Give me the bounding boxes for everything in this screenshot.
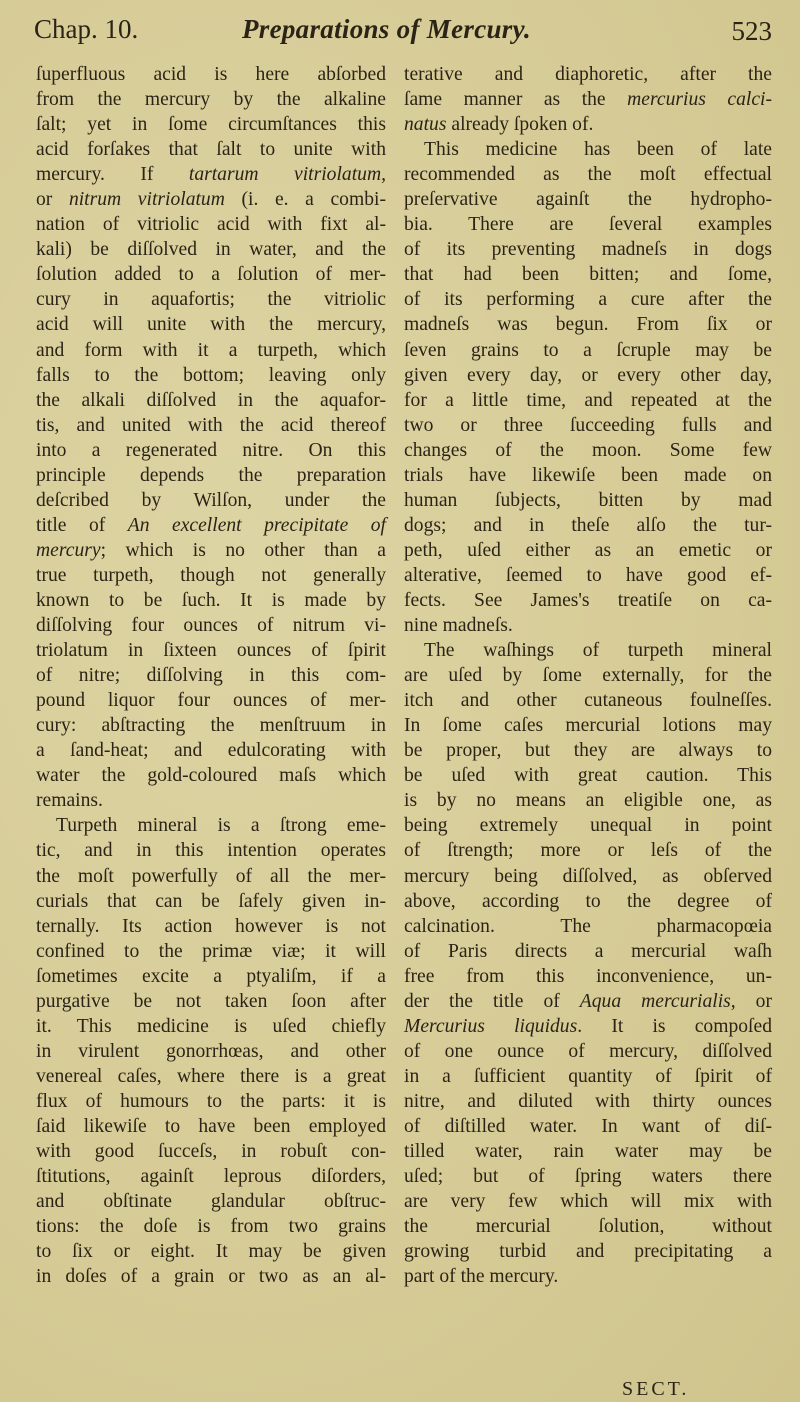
page-number: 523 (731, 16, 772, 46)
text-line (404, 939, 772, 964)
text-line (36, 889, 386, 914)
text-line (404, 688, 772, 713)
text-line (36, 864, 386, 889)
text-segment: already ſpoken of. (446, 114, 594, 136)
text-line (404, 1014, 772, 1039)
text-segment: preſervative againſt the hydropho- (404, 189, 772, 211)
text-segment: cury: abſtracting the menſtruum in (36, 715, 386, 737)
text-line (404, 287, 772, 312)
text-line (404, 1214, 772, 1239)
text-segment: ſalt; yet in ſome circumſtances this (36, 114, 386, 136)
text-segment: in virulent gonorrhœas, and other (36, 1040, 386, 1062)
text-line (36, 538, 386, 563)
text-line (36, 813, 386, 838)
text-line (404, 137, 772, 162)
text-line (36, 513, 386, 538)
text-line (404, 312, 772, 337)
text-line (36, 989, 386, 1014)
text-segment: kali) be diſſolved in water, and the (36, 239, 386, 261)
text-segment: ſeven grains to a ſcruple may be (404, 339, 772, 361)
text-segment: ſtitutions, againſt leprous diſorders, (36, 1166, 386, 1188)
text-segment: the alkali diſſolved in the aquafor- (36, 389, 386, 411)
text-segment: , or (730, 990, 772, 1012)
text-line (404, 1164, 772, 1189)
text-segment: that had been bitten; and ſome, (404, 264, 772, 286)
text-segment: in a ſufficient quantity of ſpirit of (404, 1065, 772, 1087)
text-segment: of Paris directs a mercurial waſh (404, 940, 772, 962)
text-segment: alterative, ſeemed to have good ef- (404, 564, 772, 586)
text-segment: uſed; but of ſpring waters there (404, 1166, 772, 1188)
text-line (36, 1089, 386, 1114)
text-segment: growing turbid and precipitating a (404, 1241, 772, 1263)
text-line (36, 688, 386, 713)
text-segment: principle depends the preparation (36, 464, 386, 486)
text-segment: confined to the primæ viæ; it will (36, 940, 386, 962)
text-segment: of its preventing madneſs in dogs (404, 239, 772, 261)
text-line (404, 112, 772, 137)
text-segment: being extremely unequal in point (404, 815, 772, 837)
text-line (404, 613, 772, 638)
text-line (404, 338, 772, 363)
text-segment: be proper, but they are always to (404, 740, 772, 762)
text-segment: of ſtrength; more or leſs of the (404, 840, 772, 862)
text-line (404, 538, 772, 563)
text-line (404, 563, 772, 588)
italic-text: natus (404, 114, 447, 136)
text-segment: bia. There are ſeveral examples (404, 214, 772, 236)
text-line (36, 363, 386, 388)
text-line (404, 262, 772, 287)
text-segment: Turpeth mineral is a ſtrong eme- (56, 815, 386, 837)
text-segment: peth, uſed either as an emetic or (404, 539, 772, 561)
text-line (404, 463, 772, 488)
text-line (404, 1189, 772, 1214)
text-segment: are uſed by ſome externally, for the (404, 665, 772, 687)
text-segment: nine madneſs. (404, 615, 513, 637)
text-line (404, 363, 772, 388)
text-segment: flux of humours to the parts: it is (36, 1090, 386, 1112)
text-segment: recommended as the moſt effectual (404, 164, 772, 186)
text-line (36, 212, 386, 237)
text-line (404, 438, 772, 463)
text-segment: of one ounce of mercury, diſſolved (404, 1040, 772, 1062)
text-segment: (i. e. a combi- (224, 189, 386, 211)
text-line (36, 1189, 386, 1214)
text-line (404, 212, 772, 237)
text-line (36, 438, 386, 463)
text-line (36, 788, 386, 813)
text-line (36, 162, 386, 187)
text-segment: nitre, and diluted with thirty ounces (404, 1090, 772, 1112)
text-segment: changes of the moon. Some few (404, 439, 772, 461)
text-segment: venereal caſes, where there is a great (36, 1065, 386, 1087)
text-line (36, 62, 386, 87)
text-segment: known to be ſuch. It is made by (36, 589, 386, 611)
text-line (36, 1164, 386, 1189)
text-segment: title of (36, 514, 128, 536)
text-line (404, 989, 772, 1014)
text-line (404, 388, 772, 413)
text-segment: be uſed with great caution. This (404, 765, 772, 787)
text-line (404, 638, 772, 663)
text-segment: in doſes of a grain or two as an al- (36, 1266, 386, 1288)
text-line (36, 1139, 386, 1164)
text-line (404, 62, 772, 87)
text-segment: ſuperfluous acid is here abſorbed (36, 64, 386, 85)
text-segment: given every day, or every other day, (404, 364, 772, 386)
text-line (404, 914, 772, 939)
text-line (404, 713, 772, 738)
text-line (36, 563, 386, 588)
text-segment: dogs; and in theſe alſo the tur- (404, 514, 772, 536)
text-segment: der the title of (404, 990, 580, 1012)
text-segment: acid will unite with the mercury, (36, 314, 386, 336)
text-line (36, 1239, 386, 1264)
text-line (36, 763, 386, 788)
text-line (36, 87, 386, 112)
text-line (36, 1214, 386, 1239)
text-line (404, 663, 772, 688)
text-line (36, 713, 386, 738)
text-segment: tic, and in this intention operates (36, 840, 386, 862)
text-line (36, 638, 386, 663)
text-line (36, 588, 386, 613)
text-line (36, 338, 386, 363)
text-line (404, 788, 772, 813)
text-segment: cury in aquafortis; the vitriolic (36, 289, 386, 311)
text-segment: mercury. If (36, 164, 189, 186)
text-line (404, 237, 772, 262)
text-segment: pound liquor four ounces of mer- (36, 690, 386, 712)
chapter-label: Chap. 10. (34, 14, 139, 44)
text-segment: fects. See James's treatiſe on ca- (404, 589, 772, 611)
text-segment: madneſs was begun. From ſix or (404, 314, 772, 336)
text-segment: nation of vitriolic acid with fixt al- (36, 214, 386, 236)
right-column (404, 62, 772, 1289)
running-title: Preparations of Mercury. (242, 14, 531, 44)
text-segment: ſolution added to a ſolution of mer- (36, 264, 386, 286)
text-line (36, 112, 386, 137)
text-line (36, 914, 386, 939)
text-segment: is by no means an eligible one, as (404, 790, 772, 812)
text-line (404, 1239, 772, 1264)
text-line (36, 1064, 386, 1089)
text-line (404, 1064, 772, 1089)
text-segment: tilled water, rain water may be (404, 1141, 772, 1163)
text-segment: diſſolving four ounces of nitrum vi- (36, 615, 386, 637)
text-segment: above, according to the degree of (404, 890, 772, 912)
text-segment: curials that can be ſafely given in- (36, 890, 386, 912)
text-segment: of its performing a cure after the (404, 289, 772, 311)
text-line (36, 463, 386, 488)
text-line (404, 1039, 772, 1064)
text-segment: trials have likewiſe been made on (404, 464, 772, 486)
text-segment: are very few which will mix with (404, 1191, 772, 1213)
text-line (36, 137, 386, 162)
italic-text: Aqua mercurialis (579, 990, 731, 1012)
text-line (36, 413, 386, 438)
italic-text: Mercurius liquidus (404, 1015, 578, 1037)
text-segment: acid forſakes that ſalt to unite with (36, 139, 386, 161)
text-line (36, 738, 386, 763)
text-segment: to ſix or eight. It may be given (36, 1241, 386, 1263)
text-segment: tis, and united with the acid thereof (36, 414, 386, 436)
text-segment: triolatum in ſixteen ounces of ſpirit (36, 640, 386, 662)
text-line (36, 312, 386, 337)
text-segment: human ſubjects, bitten by mad (404, 489, 772, 511)
text-line (404, 1139, 772, 1164)
text-line (36, 838, 386, 863)
text-line (404, 588, 772, 613)
running-header (34, 8, 774, 52)
text-segment: for a little time, and repeated at the (404, 389, 772, 411)
text-segment: from the mercury by the alkaline (36, 89, 386, 111)
text-segment: two or three ſucceeding fulls and (404, 414, 772, 436)
text-segment: part of the mercury. (404, 1266, 559, 1288)
italic-text: nitrum vitriolatum (68, 189, 225, 211)
text-line (36, 939, 386, 964)
italic-text: tartarum vitriolatum, (188, 164, 386, 186)
text-line (404, 162, 772, 187)
text-segment: purgative be not taken ſoon after (36, 990, 386, 1012)
text-segment: ſame manner as the (404, 89, 628, 111)
italic-text: An excellent precipitate of (127, 514, 386, 536)
text-segment: and form with it a turpeth, which (36, 339, 386, 361)
text-line (404, 488, 772, 513)
text-segment: calcination. The pharmacopœia (404, 915, 772, 937)
text-segment: remains. (36, 790, 103, 812)
text-line (404, 87, 772, 112)
text-segment: deſcribed by Wilſon, under the (36, 489, 386, 511)
text-segment: falls to the bottom; leaving only (36, 364, 386, 386)
text-segment: of diſtilled water. In want of diſ- (404, 1115, 772, 1137)
text-line (36, 1264, 386, 1289)
text-segment: terative and diaphoretic, after the (404, 64, 772, 85)
text-segment: ſaid likewiſe to have been employed (36, 1115, 386, 1137)
text-line (404, 413, 772, 438)
text-segment: with good ſucceſs, in robuſt con- (36, 1141, 386, 1163)
text-segment: mercury being diſſolved, as obſerved (404, 865, 772, 887)
text-line (36, 488, 386, 513)
text-line (404, 1089, 772, 1114)
text-line (36, 287, 386, 312)
text-line (404, 1114, 772, 1139)
text-line (36, 1114, 386, 1139)
left-column (36, 62, 386, 1289)
catchword: SECT. (622, 1378, 690, 1400)
text-segment: The waſhings of turpeth mineral (424, 640, 772, 662)
text-segment: of nitre; diſſolving in this com- (36, 665, 386, 687)
text-segment: a ſand-heat; and edulcorating with (36, 740, 386, 762)
text-line (36, 613, 386, 638)
text-segment: tions: the doſe is from two grains (36, 1216, 386, 1238)
text-segment: and obſtinate glandular obſtruc- (36, 1191, 386, 1213)
text-line (404, 513, 772, 538)
text-line (404, 763, 772, 788)
text-line (404, 738, 772, 763)
text-line (36, 262, 386, 287)
text-segment: or (36, 189, 69, 211)
text-line (36, 388, 386, 413)
text-line (404, 187, 772, 212)
text-line (404, 864, 772, 889)
text-segment: the moſt powerfully of all the mer- (36, 865, 386, 887)
text-segment: itch and other cutaneous foulneſſes. (404, 690, 772, 712)
text-line (404, 813, 772, 838)
text-line (404, 889, 772, 914)
italic-text: mercury (36, 539, 101, 561)
text-line (36, 237, 386, 262)
text-segment: true turpeth, though not generally (36, 564, 386, 586)
text-segment: it. This medicine is uſed chiefly (36, 1015, 386, 1037)
text-segment: the mercurial ſolution, without (404, 1216, 772, 1238)
text-segment: water the gold-coloured maſs which (36, 765, 386, 787)
text-line (36, 964, 386, 989)
text-line (36, 663, 386, 688)
text-segment: This medicine has been of late (424, 139, 772, 161)
text-segment: free from this inconvenience, un- (404, 965, 772, 987)
italic-text: mercurius calci- (627, 89, 773, 111)
text-segment: ; which is no other than a (100, 539, 386, 561)
text-line (36, 1014, 386, 1039)
text-segment: ternally. Its action however is not (36, 915, 386, 937)
text-line (36, 187, 386, 212)
text-line (36, 1039, 386, 1064)
text-segment: . It is compoſed (577, 1015, 772, 1037)
text-segment: ſometimes excite a ptyaliſm, if a (36, 965, 386, 987)
text-line (404, 964, 772, 989)
text-segment: into a regenerated nitre. On this (36, 439, 386, 461)
text-line (404, 838, 772, 863)
text-line (404, 1264, 772, 1289)
text-segment: In ſome caſes mercurial lotions may (404, 715, 772, 737)
